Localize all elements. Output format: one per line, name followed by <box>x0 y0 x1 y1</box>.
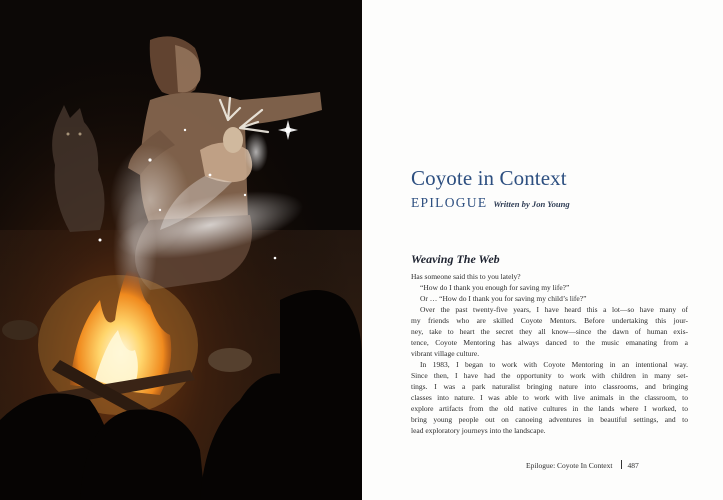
body-line: Since then, I have had the opportunity to work with children in many set- <box>411 371 688 380</box>
byline: Written by Jon Young <box>493 199 570 209</box>
section-heading: Weaving The Web <box>411 252 500 266</box>
page-number: 487 <box>627 461 639 470</box>
chapter-title: Coyote in Context <box>411 166 567 190</box>
body-line: bring young people out on canoeing adventures in beautiful settings, and to <box>411 415 688 424</box>
body-line: lead exploratory journeys into the landscape. <box>411 426 546 435</box>
epilogue-label: EPILOGUE <box>411 195 488 210</box>
body-line: classes into nature. I was able to work with live animals in the classroom, to <box>411 393 688 402</box>
body-line: tence, Coyote Mentoring has always danced to the music emanating from a <box>411 338 688 347</box>
body-line: vibrant village culture. <box>411 349 480 358</box>
body-line: Over the past twenty-five years, I have heard this a lot—so have many of <box>420 305 688 314</box>
body-line: my friends who are skilled Coyote Mentors. Before undertaking this jour- <box>411 316 688 325</box>
body-line: Has someone said this to you lately? <box>411 272 521 281</box>
chapter-subtitle <box>411 194 570 212</box>
page-footer <box>526 460 639 470</box>
body-line: In 1983, I began to work with Coyote Mentoring in an intentional way. <box>420 360 688 369</box>
body-text <box>411 271 688 436</box>
body-line: explore artifacts from the old native cultures in the lands where I worked, to <box>411 404 688 413</box>
body-line: tings. I was a park naturalist bringing nature into classrooms, and bringing <box>411 382 688 391</box>
text-page <box>362 0 723 500</box>
body-line: ney, take to heart the secret they all know—since the dawn of human exis- <box>411 327 688 336</box>
body-line: “How do I thank you enough for saving my life?” <box>420 283 570 292</box>
running-head: Epilogue: Coyote In Context <box>526 461 613 470</box>
footer-divider <box>621 460 622 469</box>
body-line: Or … “How do I thank you for saving my child’s life?” <box>420 294 587 303</box>
